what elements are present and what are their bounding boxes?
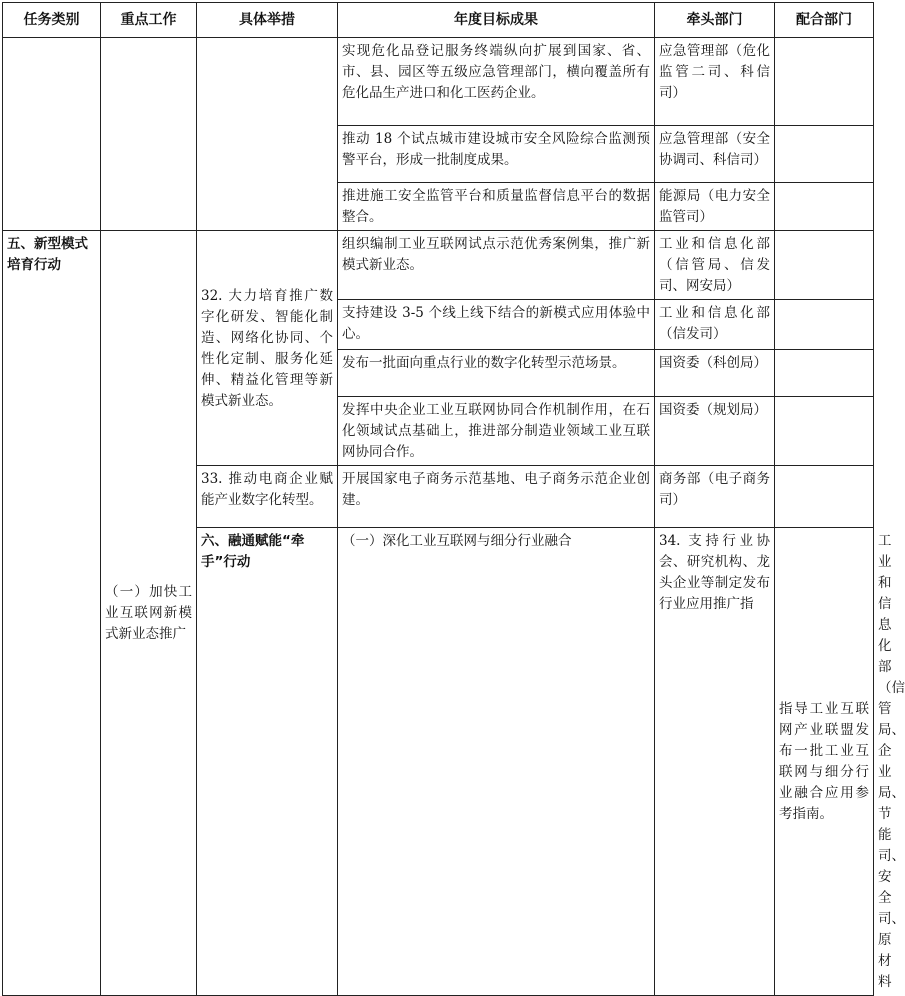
header-measure: 具体举措 xyxy=(197,3,338,38)
goal-cell: 组织编制工业互联网试点示范优秀案例集，推广新模式新业态。 xyxy=(338,231,655,300)
goal-cell: 指导工业互联网产业联盟发布一批工业互联网与细分行业融合应用参考指南。 xyxy=(775,528,874,996)
partner-dept-cell xyxy=(775,397,874,466)
category-cell: 六、融通赋能“牵手”行动 xyxy=(197,528,338,996)
goal-cell: 开展国家电子商务示范基地、电子商务示范企业创建。 xyxy=(338,466,655,528)
focus-cell: （一）加快工业互联网新模式新业态推广 xyxy=(101,231,197,996)
measure-cell: 34. 支持行业协会、研究机构、龙头企业等制定发布行业应用推广指 xyxy=(655,528,775,996)
partner-dept-cell xyxy=(775,38,874,126)
lead-dept-cell: 商务部（电子商务司） xyxy=(655,466,775,528)
goal-cell: 发挥中央企业工业互联网协同合作机制作用，在石化领域试点基础上，推进部分制造业领域工业互联网协同合作。 xyxy=(338,397,655,466)
measure-cell: 32. 大力培育推广数字化研发、智能化制造、网络化协同、个性化定制、服务化延伸、精益化管理等新模式新业态。 xyxy=(197,231,338,466)
header-partner-dept: 配合部门 xyxy=(775,3,874,38)
partner-dept-cell xyxy=(775,466,874,528)
partner-dept-cell xyxy=(775,300,874,350)
policy-table xyxy=(2,2,905,996)
goal-cell: 支持建设 3-5 个线上线下结合的新模式应用体验中心。 xyxy=(338,300,655,350)
table-row xyxy=(3,38,874,126)
partner-dept-cell xyxy=(775,183,874,231)
measure-cell: 33. 推动电商企业赋能产业数字化转型。 xyxy=(197,466,338,528)
table-row: 六、融通赋能“牵手”行动 （一）深化工业互联网与细分行业融合 34. 支持行业协会、研究机构、龙头企业等制定发布行业应用推广指 指导工业互联网产业联盟发布一批工业互联网与细分行业融合应用参考指南。 工业和信息化部（信管局、企业局、节能司、安全司、原材料 xyxy=(3,528,874,996)
partner-dept-cell xyxy=(775,231,874,300)
lead-dept-cell: 国资委（科创局） xyxy=(655,350,775,397)
lead-dept-cell: 工业和信息化部（信管局、信发司、网安局） xyxy=(655,231,775,300)
focus-cell-empty xyxy=(101,38,197,231)
header-focus: 重点工作 xyxy=(101,3,197,38)
partner-dept-cell xyxy=(775,126,874,183)
header-category: 任务类别 xyxy=(3,3,101,38)
header-lead-dept: 牵头部门 xyxy=(655,3,775,38)
lead-dept-cell: 应急管理部（危化监管二司、科信司） xyxy=(655,38,775,126)
partner-dept-cell xyxy=(775,350,874,397)
goal-cell: 发布一批面向重点行业的数字化转型示范场景。 xyxy=(338,350,655,397)
measure-cell-empty xyxy=(197,38,338,231)
goal-cell: 推动 18 个试点城市建设城市安全风险综合监测预警平台，形成一批制度成果。 xyxy=(338,126,655,183)
header-goal: 年度目标成果 xyxy=(338,3,655,38)
lead-dept-cell: 国资委（规划局） xyxy=(655,397,775,466)
header-row xyxy=(3,3,874,38)
category-cell-empty xyxy=(3,38,101,231)
table-row xyxy=(3,231,874,300)
category-cell: 五、新型模式培育行动 xyxy=(3,231,101,996)
goal-cell: 推进施工安全监管平台和质量监督信息平台的数据整合。 xyxy=(338,183,655,231)
goal-cell: 实现危化品登记服务终端纵向扩展到国家、省、市、县、园区等五级应急管理部门，横向覆盖所有危化品生产进口和化工医药企业。 xyxy=(338,38,655,126)
lead-dept-cell: 能源局（电力安全监管司） xyxy=(655,183,775,231)
lead-dept-cell: 工业和信息化部（信发司） xyxy=(655,300,775,350)
focus-cell: （一）深化工业互联网与细分行业融合 xyxy=(338,528,655,996)
lead-dept-cell: 应急管理部（安全协调司、科信司） xyxy=(655,126,775,183)
